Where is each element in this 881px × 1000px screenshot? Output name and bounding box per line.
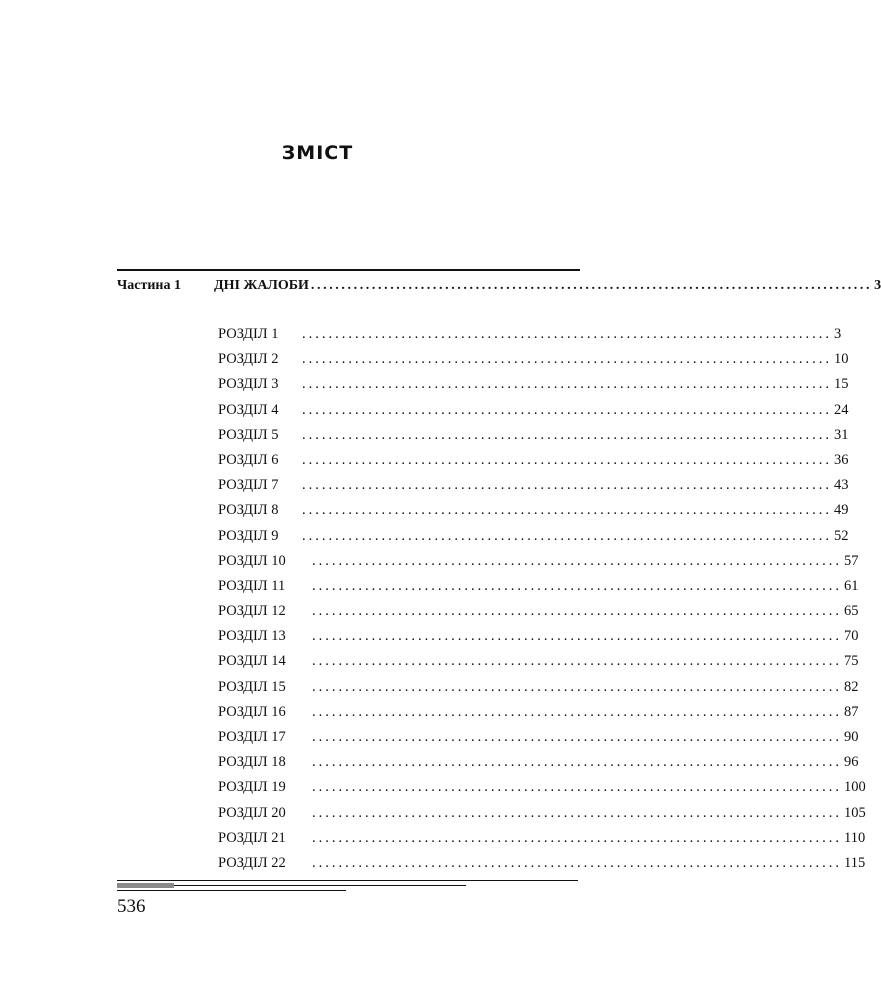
toc-chapter-row[interactable] bbox=[218, 829, 866, 855]
chapter-label: РОЗДІЛ 9 bbox=[218, 527, 279, 544]
dot-leader: ................................................................................ bbox=[312, 779, 842, 796]
footer-accent-bar bbox=[117, 883, 174, 888]
chapter-page-number: 57 bbox=[844, 552, 859, 569]
part-page-number: 3 bbox=[874, 278, 881, 293]
toc-chapter-row[interactable] bbox=[218, 527, 849, 553]
toc-chapter-row[interactable] bbox=[218, 729, 859, 754]
chapter-label: РОЗДІЛ 10 bbox=[218, 552, 286, 569]
chapter-label: РОЗДІЛ 6 bbox=[218, 451, 279, 468]
toc-chapter-row[interactable] bbox=[218, 703, 859, 729]
dot-leader: ................................................................................ bbox=[312, 754, 842, 771]
chapter-page-number: 36 bbox=[834, 451, 849, 468]
chapter-page-number: 61 bbox=[844, 577, 859, 594]
dot-leader: ................................................................................ bbox=[312, 628, 842, 645]
chapter-page-number: 105 bbox=[844, 804, 866, 821]
dot-leader: ................................................................................ bbox=[302, 527, 832, 544]
chapter-page-number: 115 bbox=[844, 854, 866, 871]
footer-rule-secondary bbox=[174, 885, 466, 886]
chapter-page-number: 90 bbox=[844, 729, 859, 745]
chapter-label: РОЗДІЛ 1 bbox=[218, 326, 279, 342]
dot-leader: ................................................................................ bbox=[312, 552, 842, 569]
toc-chapter-row[interactable] bbox=[218, 577, 859, 603]
chapter-page-number: 110 bbox=[844, 829, 866, 846]
toc-chapter-row[interactable] bbox=[218, 351, 849, 376]
dot-leader: ................................................................................ bbox=[302, 326, 832, 342]
dot-leader: ............................................................................................ bbox=[310, 278, 873, 293]
top-rule bbox=[117, 269, 580, 271]
chapter-label: РОЗДІЛ 3 bbox=[218, 376, 279, 393]
chapter-label: РОЗДІЛ 19 bbox=[218, 779, 286, 796]
toc-chapter-row[interactable] bbox=[218, 603, 859, 628]
chapter-label: РОЗДІЛ 20 bbox=[218, 804, 286, 821]
dot-leader: ................................................................................ bbox=[312, 603, 842, 620]
dot-leader: ................................................................................ bbox=[312, 703, 842, 720]
chapter-page-number: 87 bbox=[844, 703, 859, 720]
dot-leader: ................................................................................ bbox=[312, 577, 842, 594]
toc-chapter-row[interactable] bbox=[218, 779, 866, 804]
toc-chapter-row[interactable] bbox=[218, 376, 849, 401]
page-title: ЗМІСТ bbox=[281, 142, 354, 164]
dot-leader: ................................................................................ bbox=[312, 678, 842, 695]
toc-chapter-row[interactable] bbox=[218, 754, 859, 779]
dot-leader: ................................................................................ bbox=[302, 451, 832, 468]
toc-chapter-row[interactable] bbox=[218, 477, 849, 502]
chapter-label: РОЗДІЛ 22 bbox=[218, 854, 286, 871]
toc-chapter-row[interactable] bbox=[218, 628, 859, 653]
chapter-page-number: 24 bbox=[834, 401, 849, 418]
chapter-label: РОЗДІЛ 2 bbox=[218, 351, 279, 368]
chapter-label: РОЗДІЛ 21 bbox=[218, 829, 286, 846]
dot-leader: ................................................................................ bbox=[312, 854, 842, 871]
chapter-label: РОЗДІЛ 4 bbox=[218, 401, 279, 418]
chapter-page-number: 43 bbox=[834, 477, 849, 494]
dot-leader: ................................................................................ bbox=[312, 729, 842, 745]
chapter-page-number: 49 bbox=[834, 502, 849, 519]
dot-leader: ................................................................................ bbox=[302, 376, 832, 393]
toc-chapter-row[interactable] bbox=[218, 653, 859, 678]
toc-part-row[interactable] bbox=[117, 278, 881, 294]
dot-leader: ................................................................................ bbox=[312, 829, 842, 846]
dot-leader: ................................................................................ bbox=[302, 401, 832, 418]
toc-chapter-row[interactable] bbox=[218, 401, 849, 427]
chapter-label: РОЗДІЛ 14 bbox=[218, 653, 286, 670]
chapter-list bbox=[218, 326, 866, 880]
chapter-label: РОЗДІЛ 18 bbox=[218, 754, 286, 771]
chapter-page-number: 82 bbox=[844, 678, 859, 695]
chapter-page-number: 10 bbox=[834, 351, 849, 368]
dot-leader: ................................................................................ bbox=[302, 477, 832, 494]
part-label: Частина 1 bbox=[117, 278, 181, 293]
chapter-page-number: 52 bbox=[834, 527, 849, 544]
dot-leader: ................................................................................ bbox=[302, 502, 832, 519]
toc-chapter-row[interactable] bbox=[218, 678, 859, 704]
toc-chapter-row[interactable] bbox=[218, 552, 859, 578]
chapter-label: РОЗДІЛ 16 bbox=[218, 703, 286, 720]
chapter-page-number: 96 bbox=[844, 754, 859, 771]
chapter-label: РОЗДІЛ 8 bbox=[218, 502, 279, 519]
chapter-label: РОЗДІЛ 15 bbox=[218, 678, 286, 695]
dot-leader: ................................................................................ bbox=[302, 351, 832, 368]
chapter-page-number: 31 bbox=[834, 426, 849, 443]
toc-chapter-row[interactable] bbox=[218, 854, 866, 880]
footer-rule-short bbox=[117, 890, 346, 891]
chapter-label: РОЗДІЛ 13 bbox=[218, 628, 286, 645]
toc-chapter-row[interactable] bbox=[218, 502, 849, 527]
footer-rule bbox=[117, 880, 578, 881]
page-number: 536 bbox=[117, 896, 146, 917]
chapter-label: РОЗДІЛ 7 bbox=[218, 477, 279, 494]
chapter-page-number: 65 bbox=[844, 603, 859, 620]
chapter-page-number: 75 bbox=[844, 653, 859, 670]
chapter-label: РОЗДІЛ 17 bbox=[218, 729, 286, 745]
toc-chapter-row[interactable] bbox=[218, 326, 842, 351]
dot-leader: ................................................................................ bbox=[312, 653, 842, 670]
part-title: ДНІ ЖАЛОБИ bbox=[214, 278, 309, 293]
dot-leader: ................................................................................ bbox=[312, 804, 842, 821]
chapter-page-number: 70 bbox=[844, 628, 859, 645]
chapter-label: РОЗДІЛ 11 bbox=[218, 577, 286, 594]
toc-chapter-row[interactable] bbox=[218, 426, 849, 452]
chapter-page-number: 3 bbox=[834, 326, 842, 342]
chapter-page-number: 100 bbox=[844, 779, 866, 796]
chapter-label: РОЗДІЛ 12 bbox=[218, 603, 286, 620]
toc-chapter-row[interactable] bbox=[218, 451, 849, 477]
toc-chapter-row[interactable] bbox=[218, 804, 866, 830]
dot-leader: ................................................................................ bbox=[302, 426, 832, 443]
chapter-page-number: 15 bbox=[834, 376, 849, 393]
chapter-label: РОЗДІЛ 5 bbox=[218, 426, 279, 443]
